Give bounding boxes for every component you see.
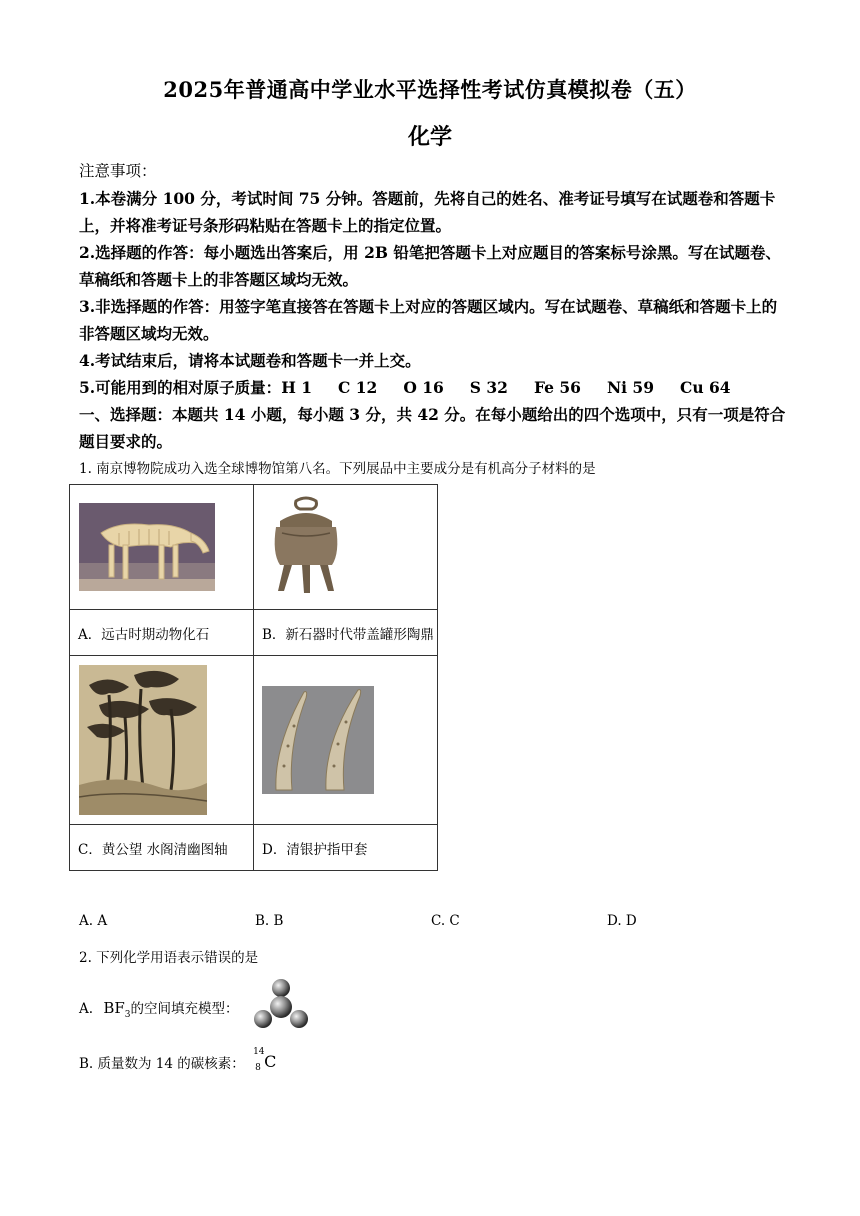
option-b-text: B. 质量数为 14 的碳核素：: [79, 1056, 245, 1072]
exhibit-d-image-cell: [254, 656, 438, 825]
option-a-label: A.: [79, 1001, 94, 1017]
atomic-masses: [79, 374, 791, 401]
question-1-stem: 1. 南京博物院成功入选全球博物馆第八名。下列展品中主要成分是有机高分子材料的是: [79, 461, 596, 477]
element-symbol: C: [264, 1051, 277, 1071]
atomic-masses-label: 5.可能用到的相对原子质量：: [79, 378, 282, 397]
section-intro: 一、选择题：本题共 14 小题，每小题 3 分，共 42 分。在每小题给出的四个选项中，只有一项是符合题目要求的。: [79, 405, 786, 451]
landscape-painting-image: [79, 665, 207, 815]
bf3-formula: $BF_3$: [103, 999, 131, 1020]
fossil-image: [79, 503, 215, 591]
choice-d[interactable]: D. D: [607, 913, 637, 929]
question-2-option-a: [79, 997, 239, 1020]
choice-b[interactable]: B. B: [255, 913, 284, 929]
instructions: [79, 158, 791, 455]
mass-number: 14: [253, 1046, 265, 1057]
mass-value: C 12: [338, 378, 378, 397]
mass-value: Cu 64: [679, 378, 731, 397]
note-item: 3.非选择题的作答：用签字笔直接答在答题卡上对应的答题区域内。写在试题卷、草稿纸和答题卡上的非答题区域均无效。: [79, 297, 778, 343]
bf3-space-filling-model: [251, 977, 311, 1033]
exhibit-b-image-cell: [254, 485, 438, 610]
exhibit-c-image-cell: [70, 656, 254, 825]
question-2-option-b: [79, 1046, 283, 1075]
exhibit-b-caption: B．新石器时代带盖罐形陶鼎: [254, 610, 438, 656]
mass-value: Ni 59: [606, 378, 654, 397]
mass-value: Fe 56: [533, 378, 581, 397]
option-a-text: 的空间填充模型：: [130, 1001, 239, 1017]
carbon-nuclide: [253, 1046, 283, 1075]
exhibit-c-caption: C．黄公望 水阁清幽图轴: [70, 825, 254, 871]
note-item: 4.考试结束后，请将本试题卷和答题卡一并上交。: [79, 351, 421, 370]
nail-guard-image: [262, 686, 374, 794]
exhibit-d-caption: D．清银护指甲套: [254, 825, 438, 871]
exhibit-table: [69, 484, 438, 871]
atomic-number: 8: [255, 1062, 261, 1073]
note-item: 2.选择题的作答：每小题选出答案后，用 2B 铅笔把答题卡上对应题目的答案标号涂黑。写在试题卷、草稿纸和答题卡上的非答题区域均无效。: [79, 243, 781, 289]
exhibit-a-image-cell: [70, 485, 254, 610]
exam-title: 2025年普通高中学业水平选择性考试仿真模拟卷（五）: [163, 77, 697, 102]
choice-a[interactable]: A. A: [79, 913, 108, 929]
mass-value: S 32: [469, 378, 508, 397]
mass-value: H 1: [281, 378, 313, 397]
choice-c[interactable]: C. C: [431, 913, 460, 929]
subject-title: 化学: [407, 124, 452, 150]
exhibit-a-caption: A．远古时期动物化石: [70, 610, 254, 656]
note-item: 1.本卷满分 100 分，考试时间 75 分钟。答题前，先将自己的姓名、准考证号填写在试题卷和答题卡上，并将准考证号条形码粘贴在答题卡上的指定位置。: [79, 189, 776, 235]
notes-heading: 注意事项：: [79, 162, 157, 180]
question-2-stem: 2. 下列化学用语表示错误的是: [79, 950, 259, 966]
mass-value: O 16: [403, 378, 444, 397]
pottery-ding-image: [262, 493, 350, 599]
